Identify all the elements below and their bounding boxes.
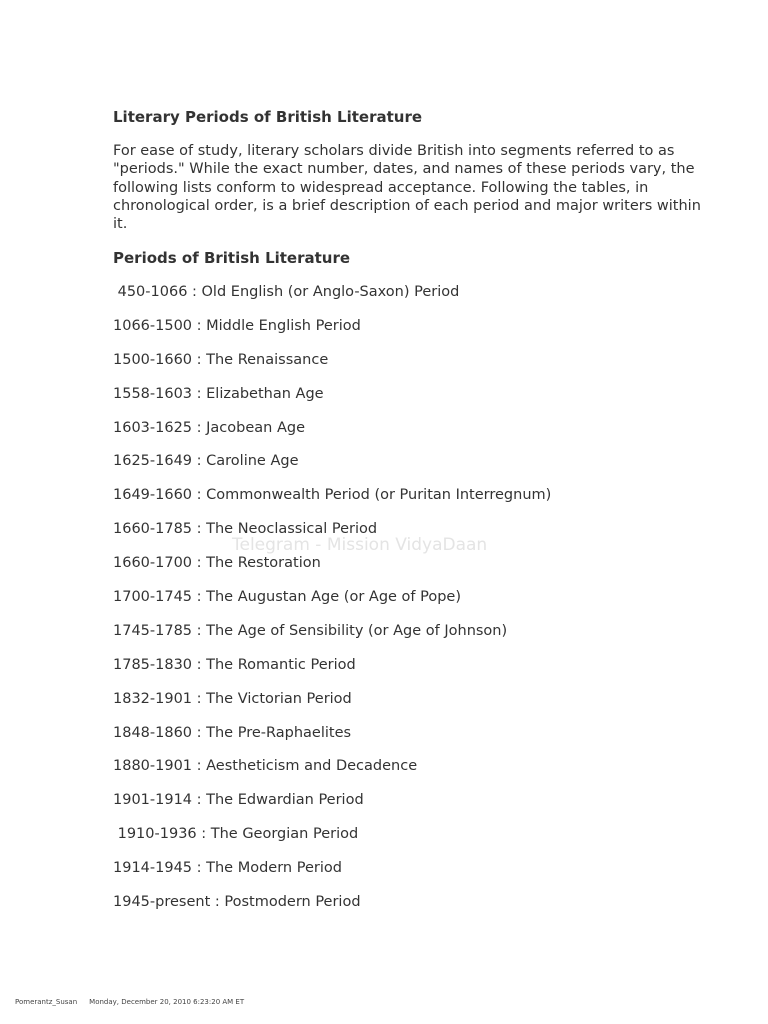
footer-timestamp: Monday, December 20, 2010 6:23:20 AM ET (89, 998, 245, 1006)
list-item: 1914-1945 : The Modern Period (113, 860, 342, 877)
list-item: 1901-1914 : The Edwardian Period (113, 792, 364, 809)
list-item: 1603-1625 : Jacobean Age (113, 419, 305, 436)
list-item: 1660-1785 : The Neoclassical Period (113, 521, 378, 538)
watermark: Telegram - Mission VidyaDaan (232, 535, 488, 555)
period-list (113, 283, 551, 927)
list-item: 1625-1649 : Caroline Age (113, 453, 299, 470)
list-item: 1910-1936 : The Georgian Period (113, 826, 359, 843)
list-item: 1880-1901 : Aestheticism and Decadence (113, 758, 418, 775)
intro-paragraph: For ease of study, literary scholars divide British into segments referred to as "periods." While the exact number, dates, and names of these periods vary, the following lists conform to widespread acceptance. Following the tables, in chronological order, is a brief description of each period and major writers within it. (113, 143, 701, 233)
section-heading: Periods of British Literature (113, 249, 351, 267)
page-title: Literary Periods of British Literature (113, 108, 423, 126)
list-item: 1066-1500 : Middle English Period (113, 317, 361, 334)
page-footer (15, 997, 244, 1007)
list-item: 1660-1700 : The Restoration (113, 555, 321, 572)
list-item: 450-1066 : Old English (or Anglo-Saxon) Period (113, 284, 460, 300)
footer-author: Pomerantz_Susan (15, 998, 78, 1006)
list-item: 1500-1660 : The Renaissance (113, 351, 329, 368)
list-item: 1700-1745 : The Augustan Age (or Age of Pope) (113, 589, 462, 606)
list-item: 1848-1860 : The Pre-Raphaelites (113, 724, 352, 741)
list-item: 1745-1785 : The Age of Sensibility (or Age of Johnson) (113, 622, 508, 639)
list-item: 1832-1901 : The Victorian Period (113, 690, 352, 707)
list-item: 1558-1603 : Elizabethan Age (113, 385, 324, 402)
list-item: 1945-present : Postmodern Period (113, 894, 361, 911)
list-item: 1649-1660 : Commonwealth Period (or Puritan Interregnum) (113, 487, 552, 504)
list-item: 1785-1830 : The Romantic Period (113, 656, 356, 673)
